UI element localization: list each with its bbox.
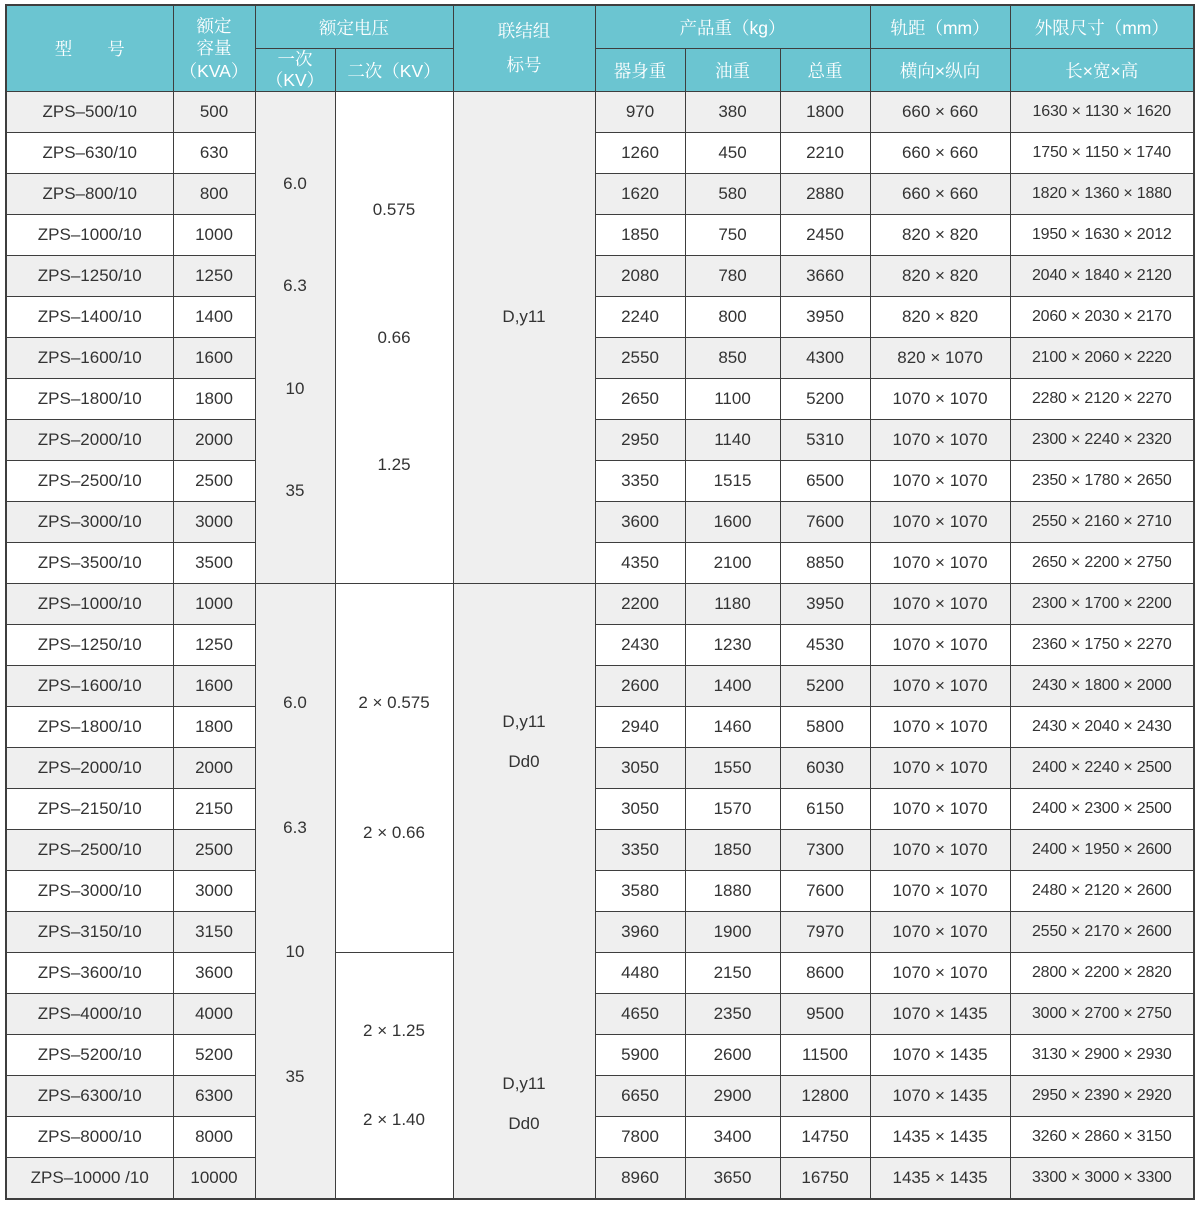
secondary-voltage-cell — [335, 92, 453, 584]
header-weight-group: 产品重（kg） — [595, 5, 870, 49]
model-cell: ZPS–3000/10 — [6, 502, 173, 543]
header-capacity-line: 容量 — [196, 38, 232, 59]
oil-weight-cell: 450 — [685, 133, 780, 174]
model-cell: ZPS–800/10 — [6, 174, 173, 215]
gauge-cell: 1070 × 1070 — [870, 461, 1010, 502]
body-weight-cell: 3960 — [595, 912, 685, 953]
dimensions-cell: 2350 × 1780 × 2650 — [1010, 461, 1194, 502]
total-weight-cell: 14750 — [780, 1117, 870, 1158]
capacity-cell: 1250 — [173, 625, 255, 666]
capacity-cell: 8000 — [173, 1117, 255, 1158]
gauge-cell: 1070 × 1070 — [870, 543, 1010, 584]
gauge-cell: 1070 × 1070 — [870, 420, 1010, 461]
primary-voltage-value: 6.3 — [283, 817, 307, 837]
capacity-cell: 3150 — [173, 912, 255, 953]
body-weight-cell: 8960 — [595, 1158, 685, 1200]
header-secondary-voltage: 二次（KV） — [335, 49, 453, 92]
capacity-cell: 2000 — [173, 748, 255, 789]
dimensions-cell: 2280 × 2120 × 2270 — [1010, 379, 1194, 420]
model-cell: ZPS–2150/10 — [6, 789, 173, 830]
header-primary-line: 一次 — [277, 49, 313, 69]
spec-table — [5, 4, 1195, 1200]
header-gauge-sub: 横向×纵向 — [870, 49, 1010, 92]
secondary-voltage-cell — [335, 584, 453, 953]
body-weight-cell: 2600 — [595, 666, 685, 707]
body-weight-cell: 5900 — [595, 1035, 685, 1076]
body-weight-cell: 7800 — [595, 1117, 685, 1158]
gauge-cell: 1435 × 1435 — [870, 1117, 1010, 1158]
table-row — [6, 379, 1194, 420]
header-capacity-line: 额定 — [196, 15, 232, 36]
oil-weight-cell: 2600 — [685, 1035, 780, 1076]
oil-weight-cell: 1230 — [685, 625, 780, 666]
body-weight-cell: 1850 — [595, 215, 685, 256]
capacity-cell: 4000 — [173, 994, 255, 1035]
dimensions-cell: 1820 × 1360 × 1880 — [1010, 174, 1194, 215]
total-weight-cell: 3660 — [780, 256, 870, 297]
capacity-cell: 2000 — [173, 420, 255, 461]
dimensions-cell: 1750 × 1150 × 1740 — [1010, 133, 1194, 174]
oil-weight-cell: 3650 — [685, 1158, 780, 1200]
capacity-cell: 3600 — [173, 953, 255, 994]
gauge-cell: 1070 × 1070 — [870, 871, 1010, 912]
gauge-cell: 1070 × 1435 — [870, 994, 1010, 1035]
header-primary-voltage — [255, 49, 335, 92]
secondary-voltage-value: 2 × 0.575 — [358, 693, 430, 713]
total-weight-cell: 3950 — [780, 297, 870, 338]
table-row — [6, 994, 1194, 1035]
dimensions-cell: 2300 × 2240 × 2320 — [1010, 420, 1194, 461]
oil-weight-cell: 1850 — [685, 830, 780, 871]
connection-group-value: D,y11 — [502, 1074, 546, 1094]
capacity-cell: 1800 — [173, 707, 255, 748]
body-weight-cell: 4650 — [595, 994, 685, 1035]
total-weight-cell: 12800 — [780, 1076, 870, 1117]
oil-weight-cell: 800 — [685, 297, 780, 338]
capacity-cell: 2150 — [173, 789, 255, 830]
table-row — [6, 625, 1194, 666]
capacity-cell: 3500 — [173, 543, 255, 584]
body-weight-cell: 2080 — [595, 256, 685, 297]
gauge-cell: 660 × 660 — [870, 92, 1010, 133]
model-cell: ZPS–1800/10 — [6, 379, 173, 420]
total-weight-cell: 8600 — [780, 953, 870, 994]
header-connection-line: 联结组 — [497, 21, 551, 42]
gauge-cell: 1070 × 1070 — [870, 707, 1010, 748]
body-weight-cell: 1260 — [595, 133, 685, 174]
model-cell: ZPS–2000/10 — [6, 420, 173, 461]
oil-weight-cell: 2100 — [685, 543, 780, 584]
model-cell: ZPS–3000/10 — [6, 871, 173, 912]
table-row — [6, 1117, 1194, 1158]
connection-group-value: Dd0 — [508, 751, 540, 771]
model-cell: ZPS–500/10 — [6, 92, 173, 133]
dimensions-cell: 2650 × 2200 × 2750 — [1010, 543, 1194, 584]
header-primary-line: （KV） — [265, 70, 325, 90]
oil-weight-cell: 2900 — [685, 1076, 780, 1117]
oil-weight-cell: 1180 — [685, 584, 780, 625]
total-weight-cell: 1800 — [780, 92, 870, 133]
table-row — [6, 133, 1194, 174]
oil-weight-cell: 1460 — [685, 707, 780, 748]
connection-group-value: D,y11 — [502, 307, 546, 327]
total-weight-cell: 2880 — [780, 174, 870, 215]
table-row — [6, 912, 1194, 953]
gauge-cell: 1070 × 1070 — [870, 502, 1010, 543]
capacity-cell: 2500 — [173, 461, 255, 502]
primary-voltage-value: 6.0 — [283, 174, 307, 194]
oil-weight-cell: 380 — [685, 92, 780, 133]
gauge-cell: 1070 × 1070 — [870, 912, 1010, 953]
gauge-cell: 820 × 1070 — [870, 338, 1010, 379]
dimensions-cell: 1630 × 1130 × 1620 — [1010, 92, 1194, 133]
capacity-cell: 3000 — [173, 871, 255, 912]
gauge-cell: 820 × 820 — [870, 297, 1010, 338]
total-weight-cell: 5310 — [780, 420, 870, 461]
dimensions-cell: 3260 × 2860 × 3150 — [1010, 1117, 1194, 1158]
connection-group-cell — [453, 92, 595, 584]
capacity-cell: 1600 — [173, 666, 255, 707]
gauge-cell: 1070 × 1435 — [870, 1035, 1010, 1076]
table-row — [6, 789, 1194, 830]
dimensions-cell: 2400 × 1950 × 2600 — [1010, 830, 1194, 871]
model-cell: ZPS–3600/10 — [6, 953, 173, 994]
oil-weight-cell: 1400 — [685, 666, 780, 707]
dimensions-cell: 2430 × 1800 × 2000 — [1010, 666, 1194, 707]
oil-weight-cell: 2350 — [685, 994, 780, 1035]
gauge-cell: 820 × 820 — [870, 215, 1010, 256]
dimensions-cell: 2550 × 2160 × 2710 — [1010, 502, 1194, 543]
total-weight-cell: 7970 — [780, 912, 870, 953]
body-weight-cell: 6650 — [595, 1076, 685, 1117]
model-cell: ZPS–10000 /10 — [6, 1158, 173, 1200]
primary-voltage-value: 6.3 — [283, 276, 307, 296]
dimensions-cell: 2400 × 2240 × 2500 — [1010, 748, 1194, 789]
dimensions-cell: 3130 × 2900 × 2930 — [1010, 1035, 1194, 1076]
body-weight-cell: 4350 — [595, 543, 685, 584]
header-oil-weight: 油重 — [685, 49, 780, 92]
total-weight-cell: 2210 — [780, 133, 870, 174]
model-cell: ZPS–630/10 — [6, 133, 173, 174]
secondary-voltage-value: 0.66 — [377, 327, 411, 347]
secondary-voltage-value: 2 × 0.66 — [363, 822, 425, 842]
dimensions-cell: 2060 × 2030 × 2170 — [1010, 297, 1194, 338]
oil-weight-cell: 1570 — [685, 789, 780, 830]
total-weight-cell: 5200 — [780, 666, 870, 707]
secondary-voltage-value: 0.575 — [372, 199, 416, 219]
total-weight-cell: 4530 — [780, 625, 870, 666]
oil-weight-cell: 780 — [685, 256, 780, 297]
table-row — [6, 953, 1194, 994]
capacity-cell: 10000 — [173, 1158, 255, 1200]
table-row — [6, 1076, 1194, 1117]
body-weight-cell: 3050 — [595, 789, 685, 830]
table-row — [6, 461, 1194, 502]
body-weight-cell: 3350 — [595, 830, 685, 871]
gauge-cell: 1435 × 1435 — [870, 1158, 1010, 1200]
connection-group-value: D,y11 — [502, 711, 546, 731]
table-row — [6, 871, 1194, 912]
total-weight-cell: 8850 — [780, 543, 870, 584]
oil-weight-cell: 3400 — [685, 1117, 780, 1158]
capacity-cell: 1250 — [173, 256, 255, 297]
oil-weight-cell: 1900 — [685, 912, 780, 953]
body-weight-cell: 4480 — [595, 953, 685, 994]
table-row — [6, 584, 1194, 625]
total-weight-cell: 3950 — [780, 584, 870, 625]
primary-voltage-cell — [255, 92, 335, 584]
header-row-groups — [6, 5, 1194, 49]
capacity-cell: 3000 — [173, 502, 255, 543]
gauge-cell: 1070 × 1070 — [870, 789, 1010, 830]
total-weight-cell: 5800 — [780, 707, 870, 748]
gauge-cell: 1070 × 1070 — [870, 666, 1010, 707]
oil-weight-cell: 1100 — [685, 379, 780, 420]
model-cell: ZPS–2500/10 — [6, 830, 173, 871]
total-weight-cell: 7600 — [780, 502, 870, 543]
capacity-cell: 6300 — [173, 1076, 255, 1117]
dimensions-cell: 2550 × 2170 × 2600 — [1010, 912, 1194, 953]
dimensions-cell: 2430 × 2040 × 2430 — [1010, 707, 1194, 748]
model-cell: ZPS–8000/10 — [6, 1117, 173, 1158]
header-dimensions-sub: 长×宽×高 — [1010, 49, 1194, 92]
dimensions-cell: 3000 × 2700 × 2750 — [1010, 994, 1194, 1035]
gauge-cell: 1070 × 1070 — [870, 584, 1010, 625]
oil-weight-cell: 1600 — [685, 502, 780, 543]
capacity-cell: 630 — [173, 133, 255, 174]
header-model: 型 号 — [6, 5, 173, 92]
body-weight-cell: 3600 — [595, 502, 685, 543]
model-cell: ZPS–1250/10 — [6, 256, 173, 297]
gauge-cell: 1070 × 1070 — [870, 953, 1010, 994]
header-capacity — [173, 5, 255, 92]
model-cell: ZPS–5200/10 — [6, 1035, 173, 1076]
table-row — [6, 748, 1194, 789]
gauge-cell: 1070 × 1070 — [870, 830, 1010, 871]
oil-weight-cell: 1140 — [685, 420, 780, 461]
total-weight-cell: 7300 — [780, 830, 870, 871]
gauge-cell: 660 × 660 — [870, 174, 1010, 215]
body-weight-cell: 2240 — [595, 297, 685, 338]
model-cell: ZPS–1250/10 — [6, 625, 173, 666]
gauge-cell: 1070 × 1435 — [870, 1076, 1010, 1117]
oil-weight-cell: 850 — [685, 338, 780, 379]
table-row — [6, 1158, 1194, 1200]
table-row — [6, 707, 1194, 748]
gauge-cell: 1070 × 1070 — [870, 748, 1010, 789]
primary-voltage-value: 10 — [285, 378, 305, 398]
total-weight-cell: 4300 — [780, 338, 870, 379]
model-cell: ZPS–3150/10 — [6, 912, 173, 953]
model-cell: ZPS–1800/10 — [6, 707, 173, 748]
primary-voltage-cell — [255, 584, 335, 1200]
capacity-cell: 1000 — [173, 215, 255, 256]
table-row — [6, 215, 1194, 256]
gauge-cell: 660 × 660 — [870, 133, 1010, 174]
capacity-cell: 1600 — [173, 338, 255, 379]
model-cell: ZPS–2500/10 — [6, 461, 173, 502]
oil-weight-cell: 1515 — [685, 461, 780, 502]
total-weight-cell: 7600 — [780, 871, 870, 912]
capacity-cell: 5200 — [173, 1035, 255, 1076]
model-cell: ZPS–4000/10 — [6, 994, 173, 1035]
body-weight-cell: 2550 — [595, 338, 685, 379]
body-weight-cell: 2950 — [595, 420, 685, 461]
secondary-voltage-value: 2 × 1.40 — [363, 1109, 425, 1129]
table-body — [6, 92, 1194, 1200]
primary-voltage-value: 10 — [285, 942, 305, 962]
table-row — [6, 338, 1194, 379]
body-weight-cell: 970 — [595, 92, 685, 133]
header-connection-group — [453, 5, 595, 92]
model-cell: ZPS–1600/10 — [6, 338, 173, 379]
table-row — [6, 256, 1194, 297]
total-weight-cell: 9500 — [780, 994, 870, 1035]
connection-group-cell — [453, 584, 595, 1200]
body-weight-cell: 2650 — [595, 379, 685, 420]
total-weight-cell: 5200 — [780, 379, 870, 420]
dimensions-cell: 1950 × 1630 × 2012 — [1010, 215, 1194, 256]
model-cell: ZPS–3500/10 — [6, 543, 173, 584]
body-weight-cell: 2940 — [595, 707, 685, 748]
gauge-cell: 1070 × 1070 — [870, 625, 1010, 666]
header-dimensions-group: 外限尺寸（mm） — [1010, 5, 1194, 49]
secondary-voltage-cell — [335, 953, 453, 1200]
oil-weight-cell: 1550 — [685, 748, 780, 789]
gauge-cell: 1070 × 1070 — [870, 379, 1010, 420]
dimensions-cell: 2300 × 1700 × 2200 — [1010, 584, 1194, 625]
secondary-voltage-value: 1.25 — [377, 455, 411, 475]
table-row — [6, 297, 1194, 338]
table-row — [6, 502, 1194, 543]
oil-weight-cell: 580 — [685, 174, 780, 215]
total-weight-cell: 2450 — [780, 215, 870, 256]
connection-group — [454, 1075, 595, 1132]
body-weight-cell: 2430 — [595, 625, 685, 666]
capacity-cell: 1000 — [173, 584, 255, 625]
model-cell: ZPS–1600/10 — [6, 666, 173, 707]
connection-group — [454, 713, 595, 770]
secondary-voltage-value: 2 × 1.25 — [363, 1021, 425, 1041]
dimensions-cell: 2480 × 2120 × 2600 — [1010, 871, 1194, 912]
dimensions-cell: 2800 × 2200 × 2820 — [1010, 953, 1194, 994]
oil-weight-cell: 1880 — [685, 871, 780, 912]
table-row — [6, 543, 1194, 584]
connection-group-value: Dd0 — [508, 1114, 540, 1134]
header-body-weight: 器身重 — [595, 49, 685, 92]
table-row — [6, 174, 1194, 215]
gauge-cell: 820 × 820 — [870, 256, 1010, 297]
primary-voltage-value: 35 — [285, 1067, 305, 1087]
body-weight-cell: 3050 — [595, 748, 685, 789]
body-weight-cell: 3350 — [595, 461, 685, 502]
header-gauge-group: 轨距（mm） — [870, 5, 1010, 49]
table-row — [6, 92, 1194, 133]
header-voltage-group: 额定电压 — [255, 5, 453, 49]
model-cell: ZPS–6300/10 — [6, 1076, 173, 1117]
dimensions-cell: 3300 × 3000 × 3300 — [1010, 1158, 1194, 1200]
model-cell: ZPS–1000/10 — [6, 584, 173, 625]
capacity-cell: 1400 — [173, 297, 255, 338]
table-header — [6, 5, 1194, 92]
total-weight-cell: 6500 — [780, 461, 870, 502]
total-weight-cell: 11500 — [780, 1035, 870, 1076]
primary-voltage-value: 6.0 — [283, 693, 307, 713]
oil-weight-cell: 2150 — [685, 953, 780, 994]
model-cell: ZPS–1400/10 — [6, 297, 173, 338]
body-weight-cell: 1620 — [595, 174, 685, 215]
body-weight-cell: 3580 — [595, 871, 685, 912]
table-row — [6, 830, 1194, 871]
total-weight-cell: 6030 — [780, 748, 870, 789]
total-weight-cell: 6150 — [780, 789, 870, 830]
header-connection-line: 标号 — [506, 54, 542, 75]
table-row — [6, 420, 1194, 461]
table-row — [6, 666, 1194, 707]
capacity-cell: 500 — [173, 92, 255, 133]
model-cell: ZPS–2000/10 — [6, 748, 173, 789]
body-weight-cell: 2200 — [595, 584, 685, 625]
dimensions-cell: 2950 × 2390 × 2920 — [1010, 1076, 1194, 1117]
connection-group — [454, 308, 595, 325]
header-capacity-line: （KVA） — [179, 60, 249, 81]
dimensions-cell: 2400 × 2300 × 2500 — [1010, 789, 1194, 830]
header-total-weight: 总重 — [780, 49, 870, 92]
capacity-cell: 2500 — [173, 830, 255, 871]
dimensions-cell: 2100 × 2060 × 2220 — [1010, 338, 1194, 379]
capacity-cell: 800 — [173, 174, 255, 215]
total-weight-cell: 16750 — [780, 1158, 870, 1200]
primary-voltage-value: 35 — [285, 480, 305, 500]
oil-weight-cell: 750 — [685, 215, 780, 256]
table-row — [6, 1035, 1194, 1076]
model-cell: ZPS–1000/10 — [6, 215, 173, 256]
dimensions-cell: 2360 × 1750 × 2270 — [1010, 625, 1194, 666]
dimensions-cell: 2040 × 1840 × 2120 — [1010, 256, 1194, 297]
capacity-cell: 1800 — [173, 379, 255, 420]
